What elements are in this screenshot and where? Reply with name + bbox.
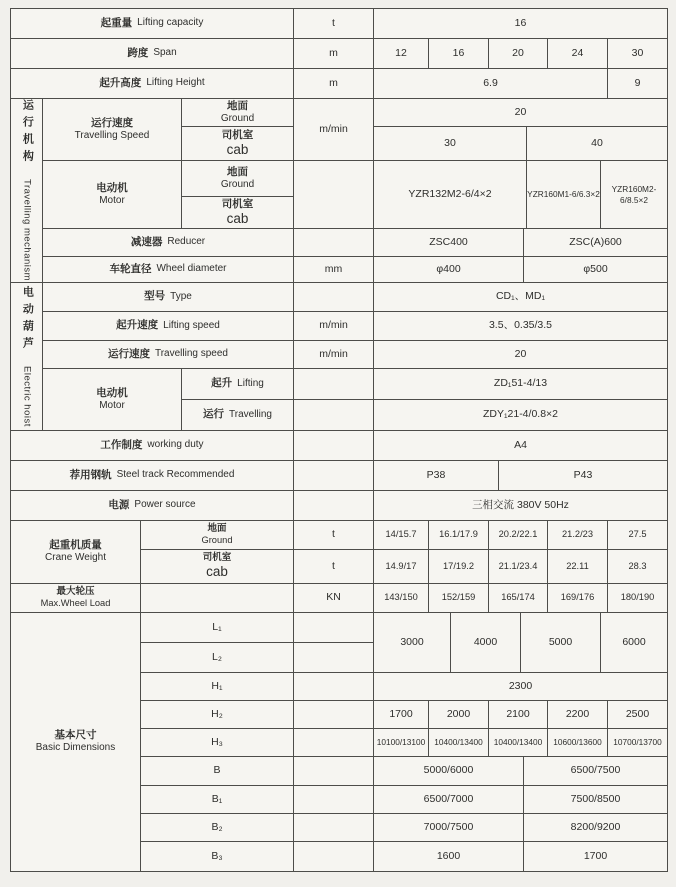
span-16: 16: [429, 39, 489, 69]
group-label-travelling-mechanism: [11, 99, 43, 283]
span-24: 24: [548, 39, 608, 69]
label-hoist-type-zh: 型号: [144, 290, 166, 303]
label-power-source-en: Power source: [134, 499, 196, 511]
label-hoist-travelling-speed-en: Travelling speed: [154, 348, 228, 360]
row-hoist-lifting-speed: [43, 312, 667, 341]
label-hoist-motor-en: Motor: [99, 399, 125, 411]
unit-wheel-diameter: mm: [294, 257, 374, 283]
row-b3: [141, 842, 667, 871]
value-b2-2: 8200/9200: [524, 814, 667, 842]
label-power-source-zh: 电源: [108, 498, 130, 511]
label-hoist-lifting-speed-en: Lifting speed: [163, 319, 220, 331]
row-h2: [141, 701, 667, 729]
sublabel-b1: B₁: [141, 786, 294, 814]
label-hoist-motor-zh: 电动机: [96, 386, 128, 399]
unit-lifting-capacity: t: [294, 9, 374, 39]
sublabel-motor-cab-en: cab: [226, 210, 249, 226]
section-basic-dimensions: [11, 613, 667, 871]
sublabel-crane-weight-cab: [141, 550, 294, 584]
h3-24: 10600/13600: [548, 729, 608, 757]
label-working-duty-zh: 工作制度: [100, 438, 143, 451]
section-electric-hoist: [11, 283, 667, 431]
value-hoist-lifting-speed: 3.5、0.35/3.5: [374, 312, 667, 341]
unit-hoist-type-empty: [294, 283, 374, 312]
label-hoist-travelling-speed: [43, 341, 294, 369]
label-crane-weight: [11, 521, 141, 584]
label-wheel-diameter-en: Wheel diameter: [156, 263, 227, 275]
label-lifting-height-zh: 起升高度: [99, 76, 142, 89]
cw-ground-24: 21.2/23: [548, 521, 608, 550]
group-travelling-mechanism-en: Travelling mechanism: [21, 179, 33, 282]
unit-hoist-travelling-speed: m/min: [294, 341, 374, 369]
sublabel-b3: B₃: [141, 842, 294, 871]
row-power-source: [11, 491, 667, 521]
label-span: [11, 39, 294, 69]
label-wheel-diameter-zh: 车轮直径: [109, 262, 152, 275]
h2-12: 1700: [374, 701, 429, 729]
sublabel-hoist-motor-lifting: [182, 369, 294, 400]
label-tm-motor: [43, 161, 182, 229]
sublabel-crane-weight-cab-en: cab: [206, 564, 228, 579]
value-h1: 2300: [374, 673, 667, 701]
value-b2-1: 7000/7500: [374, 814, 524, 842]
value-lifting-capacity: 16: [374, 9, 667, 39]
crane-specification-table: [10, 8, 668, 872]
value-b3-2: 1700: [583, 849, 608, 862]
cw-cab-12: 14.9/17: [374, 550, 429, 584]
row-hoist-travelling-speed: [43, 341, 667, 369]
value-reducer-1: ZSC400: [374, 229, 524, 257]
label-working-duty-en: working duty: [147, 439, 204, 451]
value-speed-cab-40: 40: [527, 127, 667, 161]
row-reducer: [43, 229, 667, 257]
label-hoist-lifting-speed: [43, 312, 294, 341]
block-l1-l2: [141, 613, 667, 673]
sublabel-speed-cab: [182, 127, 294, 161]
unit-hoist-lifting-speed: m/min: [294, 312, 374, 341]
value-b-2: 6500/7500: [524, 757, 667, 786]
sublabel-crane-weight-ground-en: Ground: [201, 535, 233, 546]
group-electric-hoist-en: Electric hoist: [21, 366, 33, 427]
unit-h2-empty: [294, 701, 374, 729]
unit-b3-empty: [294, 842, 374, 871]
unit-power-source-empty: [294, 491, 374, 521]
sublabel-speed-ground: [182, 99, 294, 127]
unit-h3-empty: [294, 729, 374, 757]
mwl-20: 165/174: [489, 584, 548, 613]
value-working-duty: A4: [374, 431, 667, 461]
h2-30: 2500: [608, 701, 667, 729]
label-power-source: [11, 491, 294, 521]
cw-ground-20: 20.2/22.1: [489, 521, 548, 550]
sublabel-speed-ground-zh: 地面: [227, 99, 248, 112]
label-hoist-travelling-speed-zh: 运行速度: [107, 347, 150, 360]
sublabel-motor-ground-zh: 地面: [227, 165, 248, 178]
sublabel-crane-weight-cab-zh: 司机室: [202, 552, 232, 564]
row-crane-weight-ground: [141, 521, 667, 550]
sublabel-speed-cab-en: cab: [226, 141, 249, 157]
label-working-duty: [11, 431, 294, 461]
block-tm-motor: [43, 161, 667, 229]
block-travelling-speed: [43, 99, 667, 161]
value-reducer-2: ZSC(A)600: [524, 229, 667, 257]
sublabel-motor-cab-zh: 司机室: [221, 197, 254, 210]
row-hoist-type: [43, 283, 667, 312]
value-l-4000: 4000: [451, 613, 521, 673]
h2-20: 2100: [489, 701, 548, 729]
sublabel-h3: H₃: [141, 729, 294, 757]
sublabel-speed-ground-en: Ground: [220, 112, 255, 124]
label-max-wheel-load-en: Max.Wheel Load: [40, 598, 111, 609]
unit-b1-empty: [294, 786, 374, 814]
h3-16: 10400/13400: [429, 729, 489, 757]
cw-cab-30: 28.3: [608, 550, 667, 584]
mwl-24: 169/176: [548, 584, 608, 613]
label-travelling-speed-zh: 运行速度: [91, 116, 133, 129]
label-span-zh: 跨度: [127, 46, 149, 59]
sublabel-speed-cab-zh: 司机室: [221, 128, 254, 141]
cw-cab-24: 22.11: [548, 550, 608, 584]
label-steel-track-en: Steel track Recommended: [116, 469, 235, 481]
sublabel-hoist-motor-lifting-zh: 起升: [211, 377, 233, 390]
value-b3-1: 1600: [374, 842, 524, 871]
h3-30: 10700/13700: [608, 729, 667, 757]
cw-ground-30: 27.5: [608, 521, 667, 550]
value-lifting-height-30m: 9: [608, 69, 667, 99]
label-basic-dimensions: [11, 613, 141, 871]
unit-travelling-speed: m/min: [294, 99, 374, 161]
cw-ground-16: 16.1/17.9: [429, 521, 489, 550]
sublabel-b2: B₂: [141, 814, 294, 842]
label-travelling-speed: [43, 99, 182, 161]
unit-b-empty: [294, 757, 374, 786]
value-steel-track-p43: P43: [499, 461, 667, 491]
label-reducer-zh: 减速器: [130, 235, 163, 248]
value-wheel-500: φ500: [524, 257, 667, 283]
value-motor-3: YZR160M2-6/8.5×2: [601, 161, 667, 229]
label-wheel-diameter: [43, 257, 294, 283]
span-12: 12: [374, 39, 429, 69]
value-hoist-motor-travelling: ZDY₁21-4/0.8×2: [374, 400, 667, 431]
label-crane-weight-en: Crane Weight: [45, 552, 106, 564]
label-basic-dimensions-zh: 基本尺寸: [54, 729, 97, 742]
row-steel-track: [11, 461, 667, 491]
unit-hoist-motor-lifting-empty: [294, 369, 374, 400]
value-hoist-travelling-speed: 20: [374, 341, 667, 369]
unit-l1-empty: [294, 613, 374, 643]
section-travelling-mechanism: [11, 99, 667, 283]
value-lifting-height-main: 6.9: [374, 69, 608, 99]
row-working-duty: [11, 431, 667, 461]
value-hoist-type: CD₁、MD₁: [374, 283, 667, 312]
mwl-12: 143/150: [374, 584, 429, 613]
unit-steel-track-empty: [294, 461, 374, 491]
value-steel-track-p38: P38: [374, 461, 499, 491]
unit-l2-empty: [294, 643, 374, 673]
mwl-16: 152/159: [429, 584, 489, 613]
span-20: 20: [489, 39, 548, 69]
label-reducer: [43, 229, 294, 257]
label-span-en: Span: [153, 47, 177, 59]
value-speed-cab-30: 30: [374, 127, 527, 161]
label-hoist-motor: [43, 369, 182, 431]
unit-span: m: [294, 39, 374, 69]
cw-ground-12: 14/15.7: [374, 521, 429, 550]
unit-working-duty-empty: [294, 431, 374, 461]
span-30: 30: [608, 39, 667, 69]
label-steel-track: [11, 461, 294, 491]
block-crane-weight: [11, 521, 667, 584]
sublabel-motor-ground-en: Ground: [220, 178, 255, 190]
value-l-6000: 6000: [601, 613, 667, 673]
cw-cab-16: 17/19.2: [429, 550, 489, 584]
h2-24: 2200: [548, 701, 608, 729]
row-h1: [141, 673, 667, 701]
group-label-electric-hoist: [11, 283, 43, 431]
unit-crane-weight-cab: t: [294, 550, 374, 584]
label-crane-weight-zh: 起重机质量: [49, 539, 102, 552]
row-h3: [141, 729, 667, 757]
sublabel-h2: H₂: [141, 701, 294, 729]
h3-12: 10100/13100: [374, 729, 429, 757]
sublabel-l1: L₁: [141, 613, 294, 643]
sublabel-motor-ground: [182, 161, 294, 197]
max-wheel-load-spacer: [141, 584, 294, 613]
unit-lifting-height: m: [294, 69, 374, 99]
cw-cab-20: 21.1/23.4: [489, 550, 548, 584]
sublabel-l2: L₂: [141, 643, 294, 673]
sublabel-hoist-motor-travelling-en: Travelling: [229, 408, 272, 420]
label-lifting-capacity: [11, 9, 294, 39]
label-hoist-lifting-speed-zh: 起升速度: [116, 319, 159, 332]
row-max-wheel-load: [11, 584, 667, 613]
unit-b2-empty: [294, 814, 374, 842]
value-motor-2: YZR160M1-6/6.3×2: [527, 161, 601, 229]
sublabel-crane-weight-ground: [141, 521, 294, 550]
label-hoist-type: [43, 283, 294, 312]
label-tm-motor-zh: 电动机: [96, 181, 128, 194]
value-power-source: 三相交流 380V 50Hz: [374, 491, 667, 521]
label-lifting-capacity-zh: 起重量: [100, 16, 133, 29]
row-span: [11, 39, 667, 69]
row-wheel-diameter: [43, 257, 667, 283]
label-max-wheel-load-zh: 最大轮压: [56, 586, 95, 598]
value-b-1: 5000/6000: [374, 757, 524, 786]
label-hoist-type-en: Type: [170, 290, 192, 302]
sublabel-crane-weight-ground-zh: 地面: [207, 523, 227, 535]
value-l-3000: 3000: [374, 613, 451, 673]
sublabel-hoist-motor-lifting-en: Lifting: [237, 377, 264, 389]
label-travelling-speed-en: Travelling Speed: [74, 129, 150, 141]
label-lifting-height: [11, 69, 294, 99]
block-hoist-motor: [43, 369, 667, 431]
unit-h1-empty: [294, 673, 374, 701]
row-b: [141, 757, 667, 786]
label-lifting-capacity-en: Lifting capacity: [137, 17, 204, 29]
value-b1-2: 7500/8500: [524, 786, 667, 814]
label-lifting-height-en: Lifting Height: [146, 77, 205, 89]
unit-max-wheel-load: KN: [294, 584, 374, 613]
value-l-5000: 5000: [521, 613, 601, 673]
value-b1-1: 6500/7000: [374, 786, 524, 814]
label-max-wheel-load: [11, 584, 141, 613]
unit-tm-motor-empty: [294, 161, 374, 229]
label-basic-dimensions-en: Basic Dimensions: [35, 742, 116, 754]
value-wheel-400: φ400: [374, 257, 524, 283]
h2-16: 2000: [429, 701, 489, 729]
row-crane-weight-cab: [141, 550, 667, 584]
unit-hoist-motor-travelling-empty: [294, 400, 374, 431]
sublabel-h1: H₁: [141, 673, 294, 701]
label-reducer-en: Reducer: [167, 236, 206, 248]
row-lifting-capacity: [11, 9, 667, 39]
sublabel-hoist-motor-travelling: [182, 400, 294, 431]
value-hoist-motor-lifting: ZD₁51-4/13: [374, 369, 667, 400]
sublabel-motor-cab: [182, 197, 294, 229]
group-travelling-mechanism-zh: 运行机构: [21, 99, 34, 168]
value-motor-1: YZR132M2-6/4×2: [374, 161, 527, 229]
sublabel-hoist-motor-travelling-zh: 运行: [203, 408, 224, 421]
mwl-30: 180/190: [608, 584, 667, 613]
label-tm-motor-en: Motor: [99, 194, 125, 206]
label-steel-track-zh: 荐用钢轨: [69, 468, 112, 481]
group-electric-hoist-zh: 电动葫芦: [21, 286, 34, 355]
unit-crane-weight-ground: t: [294, 521, 374, 550]
sublabel-b: B: [141, 757, 294, 786]
h3-20: 10400/13400: [489, 729, 548, 757]
value-speed-ground: 20: [374, 99, 667, 127]
row-b1: [141, 786, 667, 814]
row-b2: [141, 814, 667, 842]
row-lifting-height: [11, 69, 667, 99]
unit-reducer-empty: [294, 229, 374, 257]
